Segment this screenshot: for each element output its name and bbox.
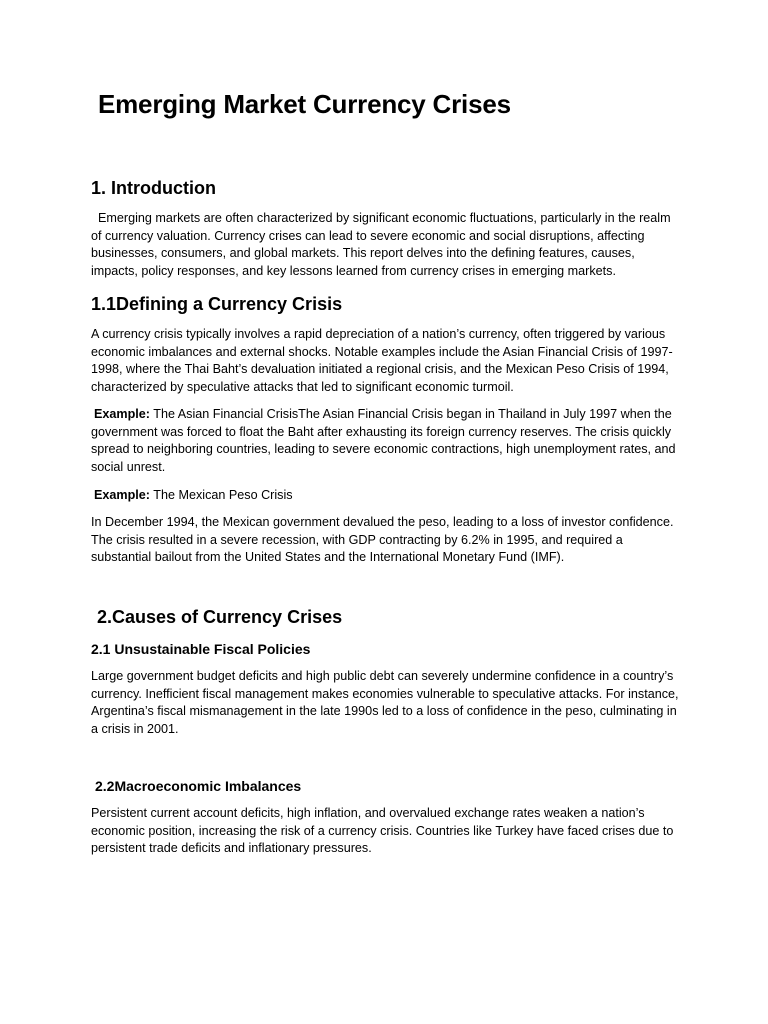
defining-crisis-paragraph: A currency crisis typically involves a rapid depreciation of a nation’s currency, often triggered by various economic imbalances and external shocks. Notable examples include the Asian Financial Crisis of 1997-1998, where the Thai Baht’s devaluation initiated a regional crisis, and the Mexican Peso Crisis of 1994, characterized by speculative attacks that led to significant economic turmoil.	[91, 327, 673, 394]
fiscal-policies-paragraph: Large government budget deficits and high public debt can severely undermine confidence in a country’s currency. Inefficient fiscal management makes economies vulnerable to speculative attacks. For instance, Argentina’s fiscal mismanagement in the late 1990s led to a loss of confidence in the peso, culminating in a crisis in 2001.	[91, 669, 679, 736]
example-mexican-crisis-text: The Mexican Peso Crisis	[153, 488, 293, 502]
document-title: Emerging Market Currency Crises	[98, 89, 511, 119]
section-heading-causes: 2.Causes of Currency Crises	[97, 607, 343, 627]
introduction-paragraph: Emerging markets are often characterized by significant economic fluctuations, particularly in the realm of currency valuation. Currency crises can lead to severe economic and social disruptions, affecting businesses, consumers, and global markets. This report delves into the defining features, causes, impacts, policy responses, and key lessons learned from currency crises in emerging markets.	[91, 211, 671, 278]
section-heading-defining-crisis: 1.1Defining a Currency Crisis	[91, 294, 343, 314]
example-mexican-crisis-line	[91, 487, 679, 505]
subsection-heading-macro-imbalances: 2.2Macroeconomic Imbalances	[95, 778, 302, 794]
example-label: Example:	[94, 407, 150, 421]
section-heading-introduction: 1. Introduction	[91, 178, 216, 198]
macro-imbalances-paragraph: Persistent current account deficits, high inflation, and overvalued exchange rates weaken a nation’s economic position, increasing the risk of a currency crisis. Countries like Turkey have faced crises due to persistent trade deficits and inflationary pressures.	[91, 806, 674, 856]
example-asian-crisis-text: The Asian Financial CrisisThe Asian Financial Crisis began in Thailand in July 1997 when the government was forced to float the Baht after exhausting its foreign currency reserves. The crisis quickly spread to neighboring countries, leading to severe economic contractions, high unemployment rates, and social unrest.	[91, 407, 676, 474]
example-asian-crisis-paragraph	[91, 406, 679, 476]
mexican-crisis-paragraph: In December 1994, the Mexican government devalued the peso, leading to a loss of investor confidence. The crisis resulted in a severe recession, with GDP contracting by 6.2% in 1995, and required a substantial bailout from the United States and the International Monetary Fund (IMF).	[91, 515, 674, 565]
example-label: Example:	[94, 488, 150, 502]
subsection-heading-fiscal-policies: 2.1 Unsustainable Fiscal Policies	[91, 641, 311, 657]
